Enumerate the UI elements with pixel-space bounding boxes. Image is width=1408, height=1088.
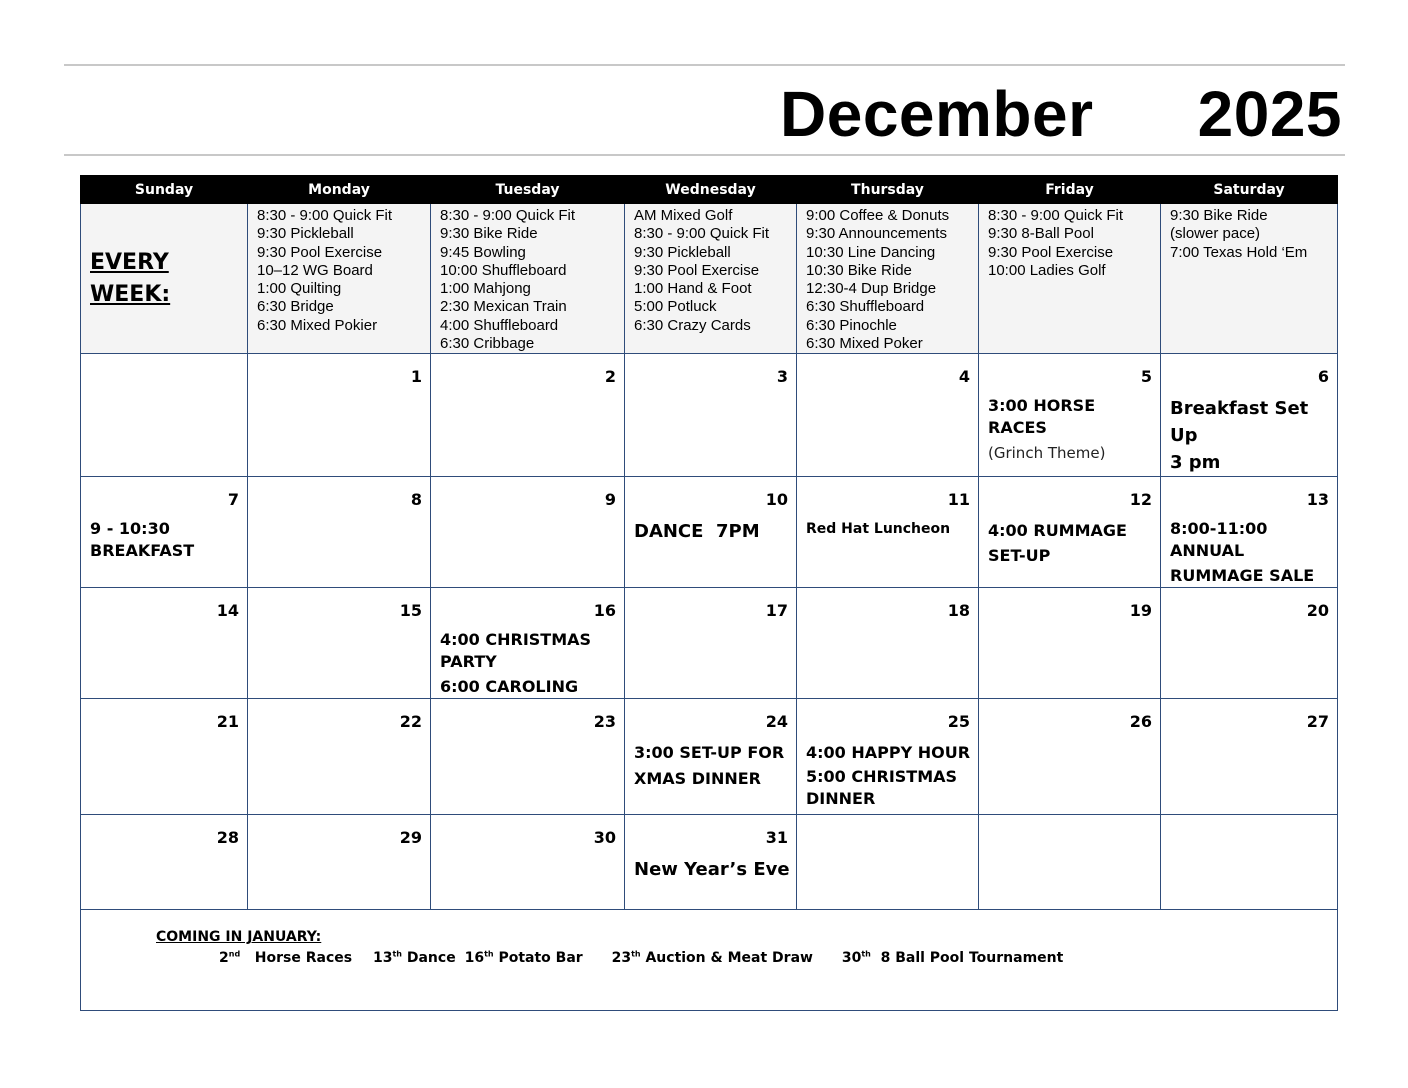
- weekly-tuesday: [431, 204, 625, 354]
- day-number: 31: [765, 828, 788, 848]
- weekly-activity: 1:00 Quilting: [257, 280, 342, 298]
- week-row-5: [81, 815, 1338, 910]
- day-cell-11: [797, 477, 979, 588]
- weekly-wednesday: [625, 204, 797, 354]
- day-number: 8: [410, 490, 422, 510]
- coming-events-line: [81, 945, 1337, 966]
- event-text: 3:00 HORSE RACES: [988, 396, 1096, 438]
- day-cell-29: [248, 815, 431, 910]
- every-week-row: [81, 204, 1338, 354]
- day-number: 18: [947, 601, 970, 621]
- day-cell-3: [625, 354, 797, 477]
- day-number: 12: [1129, 490, 1152, 510]
- every-week-label: EVERY WEEK:: [90, 250, 171, 307]
- event-text: 6:00 CAROLING: [440, 677, 579, 697]
- day-number: 3: [776, 367, 788, 387]
- weekly-saturday: [1161, 204, 1338, 354]
- weekday-header-row: [81, 176, 1338, 204]
- event-text: RUMMAGE SALE: [1170, 566, 1315, 586]
- day-number: 23: [593, 712, 616, 732]
- day-cell-20: [1161, 588, 1338, 699]
- weekly-activity: 2:30 Mexican Train: [440, 298, 567, 316]
- weekly-activity: 1:00 Hand & Foot: [634, 280, 752, 298]
- weekly-activity: 10:30 Line Dancing: [806, 243, 936, 261]
- day-number: 15: [399, 601, 422, 621]
- day-cell-14: [81, 588, 248, 699]
- weekly-activity: 10:00 Shuffleboard: [440, 261, 567, 279]
- event-text: 3:00 SET-UP FOR: [634, 743, 785, 763]
- coming-item: 13th Dance: [372, 949, 456, 967]
- day-cell-25: [797, 699, 979, 815]
- day-cell-23: [431, 699, 625, 815]
- day-cell-22: [248, 699, 431, 815]
- weekly-activity: 6:30 Mixed Pokier: [257, 316, 378, 334]
- weekly-activity: 6:30 Bridge: [257, 298, 334, 316]
- event-text: Red Hat Luncheon: [806, 521, 951, 538]
- event-text: New Year’s Eve: [634, 859, 790, 881]
- day-cell-17: [625, 588, 797, 699]
- day-cell-7: [81, 477, 248, 588]
- weekly-activity: 9:00 Coffee & Donuts: [806, 207, 950, 224]
- day-number: 17: [765, 601, 788, 621]
- calendar-title: [64, 74, 1344, 154]
- weekly-activity: 9:30 Pool Exercise: [257, 243, 383, 261]
- day-number: 14: [216, 601, 239, 621]
- weekly-activity: 8:30 - 9:00 Quick Fit: [988, 207, 1124, 224]
- weekly-activity: 12:30-4 Dup Bridge: [806, 280, 937, 298]
- day-number: 7: [227, 490, 239, 510]
- coming-item: 23th Auction & Meat Draw: [611, 949, 813, 967]
- weekly-activity: AM Mixed Golf: [634, 207, 733, 224]
- day-cell-16: [431, 588, 625, 699]
- event-text: 4:00 CHRISTMAS: [440, 630, 592, 650]
- weekly-activity: 6:30 Pinochle: [806, 316, 897, 334]
- day-number: 2: [604, 367, 616, 387]
- event-text: XMAS DINNER: [634, 769, 761, 789]
- coming-item: 30th 8 Ball Pool Tournament: [841, 949, 1064, 967]
- weekly-activity: 6:30 Shuffleboard: [806, 298, 925, 316]
- day-number: 22: [399, 712, 422, 732]
- weekly-activity: 8:30 - 9:00 Quick Fit: [634, 225, 770, 243]
- weekly-activity: 9:30 Pool Exercise: [988, 243, 1114, 261]
- day-number: 30: [593, 828, 616, 848]
- weekly-thursday: [797, 204, 979, 354]
- day-number: 25: [947, 712, 970, 732]
- day-cell-13: [1161, 477, 1338, 588]
- day-cell-18: [797, 588, 979, 699]
- weekly-activity: 9:30 8-Ball Pool: [988, 225, 1094, 243]
- event-text: PARTY: [440, 652, 497, 672]
- weekly-activity: 6:30 Cribbage: [440, 335, 535, 353]
- weekly-activity: 9:30 Bike Ride: [440, 225, 538, 243]
- weekday-monday: Monday: [248, 176, 431, 204]
- month-name: December: [780, 78, 1094, 150]
- event-text: 4:00 RUMMAGE: [988, 521, 1127, 541]
- day-cell-2: [431, 354, 625, 477]
- event-text: DANCE 7PM: [634, 521, 760, 543]
- weekly-activity: 9:30 Pool Exercise: [634, 261, 760, 279]
- coming-in-january: [81, 910, 1338, 1011]
- day-cell-4: [797, 354, 979, 477]
- day-cell-12: [979, 477, 1161, 588]
- day-number: 21: [216, 712, 239, 732]
- week-row-2: [81, 477, 1338, 588]
- week-row-3: [81, 588, 1338, 699]
- day-number: 26: [1129, 712, 1152, 732]
- day-cell-15: [248, 588, 431, 699]
- day-cell-empty: [81, 354, 248, 477]
- weekly-activity: 9:30 Bike Ride: [1170, 207, 1268, 224]
- weekday-thursday: Thursday: [797, 176, 979, 204]
- day-number: 11: [947, 490, 970, 510]
- weekly-activity: 6:30 Crazy Cards: [634, 316, 751, 334]
- weekly-friday: [979, 204, 1161, 354]
- weekly-activity: (slower pace): [1170, 225, 1261, 243]
- event-text: 3 pm: [1170, 452, 1221, 474]
- event-text: ANNUAL: [1170, 541, 1245, 561]
- coming-item: 16th Potato Bar: [464, 949, 583, 967]
- day-number: 5: [1140, 367, 1152, 387]
- weekly-activity: 9:30 Pickleball: [257, 225, 354, 243]
- day-cell-6: [1161, 354, 1338, 477]
- day-cell-31: [625, 815, 797, 910]
- day-cell-9: [431, 477, 625, 588]
- event-text: DINNER: [806, 789, 876, 809]
- day-cell-24: [625, 699, 797, 815]
- calendar-grid: [80, 175, 1338, 1011]
- week-row-4: [81, 699, 1338, 815]
- day-number: 27: [1306, 712, 1329, 732]
- weekday-friday: Friday: [979, 176, 1161, 204]
- weekly-activity: 1:00 Mahjong: [440, 280, 531, 298]
- weekday-sunday: Sunday: [81, 176, 248, 204]
- event-text: Breakfast Set Up: [1170, 398, 1309, 447]
- weekday-saturday: Saturday: [1161, 176, 1338, 204]
- day-number: 29: [399, 828, 422, 848]
- day-cell-empty: [1161, 815, 1338, 910]
- weekly-activity: 9:45 Bowling: [440, 243, 526, 261]
- every-week-label-cell: [81, 204, 248, 354]
- weekly-monday: [248, 204, 431, 354]
- top-rule: [64, 64, 1345, 66]
- event-text: 5:00 CHRISTMAS: [806, 767, 958, 787]
- day-number: 19: [1129, 601, 1152, 621]
- day-number: 9: [604, 490, 616, 510]
- event-text: 4:00 HAPPY HOUR: [806, 743, 971, 763]
- day-cell-30: [431, 815, 625, 910]
- event-text: 8:00-11:00: [1170, 519, 1268, 539]
- week-row-1: [81, 354, 1338, 477]
- day-number: 28: [216, 828, 239, 848]
- weekly-activity: 5:00 Potluck: [634, 298, 717, 316]
- day-cell-5: [979, 354, 1161, 477]
- weekly-activity: 10:00 Ladies Golf: [988, 261, 1106, 279]
- day-number: 13: [1306, 490, 1329, 510]
- day-cell-10: [625, 477, 797, 588]
- day-cell-26: [979, 699, 1161, 815]
- weekday-wednesday: Wednesday: [625, 176, 797, 204]
- day-cell-empty: [797, 815, 979, 910]
- day-cell-28: [81, 815, 248, 910]
- day-cell-27: [1161, 699, 1338, 815]
- day-number: 4: [958, 367, 970, 387]
- weekday-tuesday: Tuesday: [431, 176, 625, 204]
- weekly-activity: 10:30 Bike Ride: [806, 261, 912, 279]
- coming-item: 2nd Horse Races: [219, 949, 353, 967]
- event-text: SET-UP: [988, 546, 1051, 566]
- coming-heading: COMING IN JANUARY:: [156, 929, 322, 946]
- weekly-activity: 8:30 - 9:00 Quick Fit: [257, 207, 393, 224]
- title-underline: [64, 154, 1345, 156]
- coming-row: [81, 910, 1338, 1011]
- event-text: BREAKFAST: [90, 541, 195, 561]
- day-cell-8: [248, 477, 431, 588]
- weekly-activity: 9:30 Announcements: [806, 225, 947, 243]
- day-cell-21: [81, 699, 248, 815]
- weekly-activity: 6:30 Mixed Poker: [806, 335, 923, 353]
- event-text: 9 - 10:30: [90, 519, 170, 539]
- day-number: 1: [410, 367, 422, 387]
- day-number: 10: [765, 490, 788, 510]
- weekly-activity: 9:30 Pickleball: [634, 243, 731, 261]
- event-text: (Grinch Theme): [988, 444, 1106, 463]
- day-cell-19: [979, 588, 1161, 699]
- day-cell-empty: [979, 815, 1161, 910]
- day-number: 16: [593, 601, 616, 621]
- day-number: 24: [765, 712, 788, 732]
- year: 2025: [1197, 78, 1342, 150]
- weekly-activity: 4:00 Shuffleboard: [440, 316, 559, 334]
- day-cell-1: [248, 354, 431, 477]
- day-number: 20: [1306, 601, 1329, 621]
- weekly-activity: 10–12 WG Board: [257, 261, 373, 279]
- weekly-activity: 7:00 Texas Hold ‘Em: [1170, 243, 1308, 261]
- day-number: 6: [1317, 367, 1329, 387]
- weekly-activity: 8:30 - 9:00 Quick Fit: [440, 207, 576, 224]
